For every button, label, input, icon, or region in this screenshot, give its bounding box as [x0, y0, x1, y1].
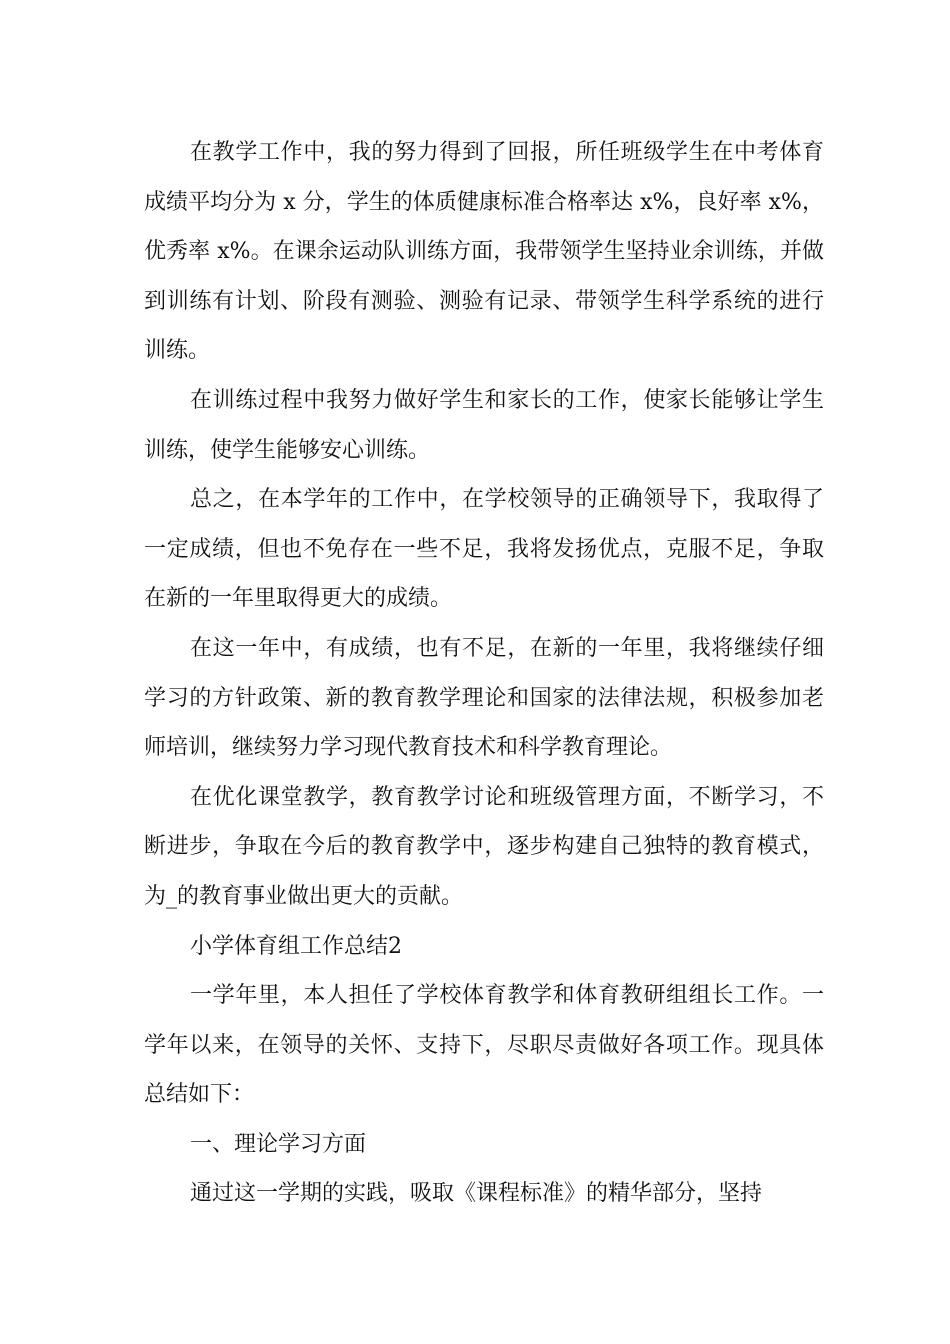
paragraph-intro: 一学年里，本人担任了学校体育教学和体育教研组组长工作。一学年以来，在领导的关怀、支持下，尽职尽责做好各项工作。现具体总结如下： — [144, 983, 824, 1108]
paragraph-summary: 总之，在本学年的工作中，在学校领导的正确领导下，我取得了一定成绩，但也不免存在一些不足，我将发扬优点，克服不足，争取在新的一年里取得更大的成绩。 — [144, 487, 824, 612]
paragraph-results: 在教学工作中，我的努力得到了回报，所任班级学生在中考体育成绩平均分为 x 分，学生的体质健康标准合格率达 x%，良好率 x%，优秀率 x%。在课余运动队训练方面，我带领学生坚持业余训练，并做到训练有计划、阶段有测验、测验有记录、带领学生科学系统的进行训练。 — [144, 140, 824, 364]
paragraph-training-work: 在训练过程中我努力做好学生和家长的工作，使家长能够让学生训练，使学生能够安心训练。 — [144, 387, 824, 463]
paragraph-teaching-optimization: 在优化课堂教学，教育教学讨论和班级管理方面，不断学习，不断进步，争取在今后的教育教学中，逐步构建自己独特的教育模式，为_的教育事业做出更大的贡献。 — [144, 784, 824, 909]
section-heading-summary-2: 小学体育组工作总结2 — [190, 933, 402, 959]
subheading-theory-study: 一、理论学习方面 — [190, 1131, 367, 1157]
paragraph-practice: 通过这一学期的实践，吸取《课程标准》的精华部分，坚持 — [190, 1181, 763, 1207]
paragraph-new-year-plan: 在这一年中，有成绩，也有不足，在新的一年里，我将继续仔细学习的方针政策、新的教育教学理论和国家的法律法规，积极参加老师培训，继续努力学习现代教育技术和科学教育理论。 — [144, 635, 824, 761]
document-body — [144, 128, 824, 1219]
